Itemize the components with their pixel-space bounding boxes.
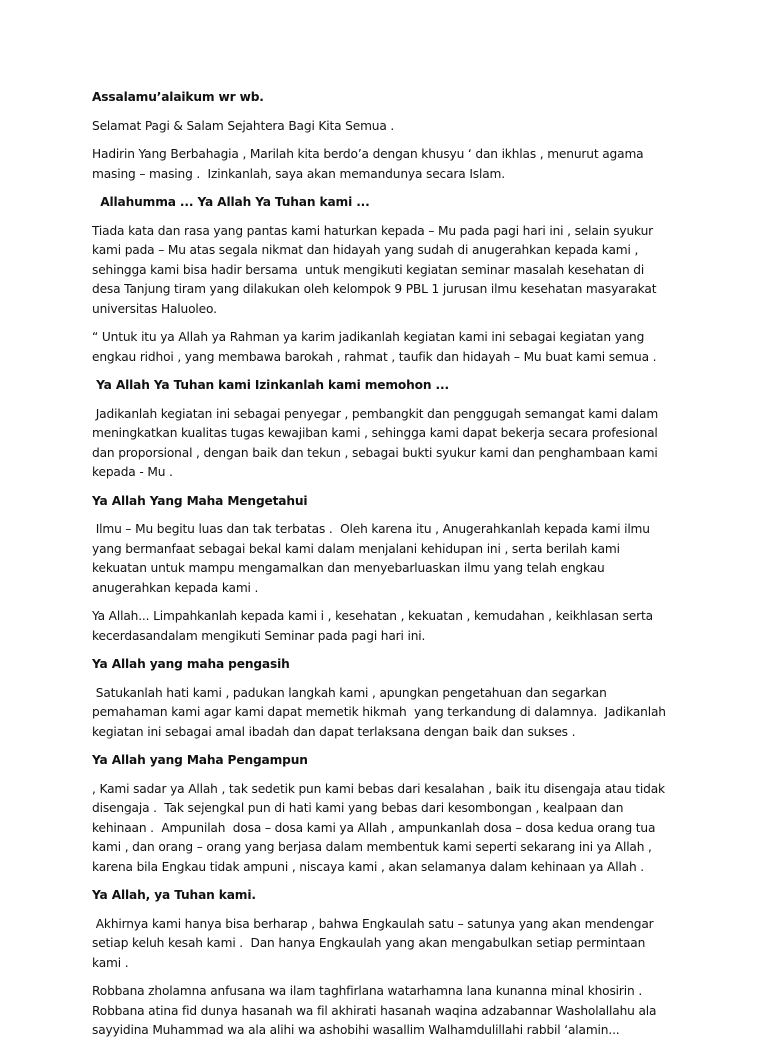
- paragraph-invitation: Hadirin Yang Berbahagia , Marilah kita berdo’a dengan khusyu ‘ dan ikhlas , menurut agama masing – masing . Izinkanlah, saya akan memandunya secara Islam.: [92, 147, 648, 181]
- paragraph-forgiveness: , Kami sadar ya Allah , tak sedetik pun kami bebas dari kesalahan , baik itu disengaja atau tidak disengaja . Tak sejengkal pun di hati kami yang bebas dari kesombongan , kealpaan dan kehinaan . Ampunilah dosa – dosa kami ya Allah , ampunkanlah dosa – dosa kedua orang tua kami , dan orang – orang yang berjasa dalam membentuk kami seperti sekarang ini ya Allah , karena bila Engkau tidak ampuni , niscaya kami , akan selamanya dalam kehinaan ya Allah .: [92, 781, 669, 874]
- paragraph-gratitude: Tiada kata dan rasa yang pantas kami haturkan kepada – Mu pada pagi hari ini , selain syukur kami pada – Mu atas segala nikmat dan hidayah yang sudah di anugerahkan kepada kami , sehingga kami bisa hadir bersama untuk mengikuti kegiatan seminar masalah kesehatan di desa Tanjung tiram yang dilakukan oleh kelompok 9 PBL 1 jurusan ilmu kesehatan masyarakat universitas Haluoleo.: [92, 223, 661, 316]
- heading-ya-tuhan-kami: Ya Allah, ya Tuhan kami.: [92, 888, 256, 902]
- paragraph-blessing: “ Untuk itu ya Allah ya Rahman ya karim jadikanlah kegiatan kami ini sebagai kegiatan yang engkau ridhoi , yang membawa barokah , rahmat , taufik dan hidayah – Mu buat kami semua .: [92, 330, 657, 364]
- paragraph-hope: Akhirnya kami hanya bisa berharap , bahwa Engkaulah satu – satunya yang akan mendengar setiap keluh kesah kami . Dan hanya Engkaulah yang akan mengabulkan setiap permintaan kami .: [92, 916, 658, 970]
- paragraph-motivation: Jadikanlah kegiatan ini sebagai penyegar , pembangkit dan penggugah semangat kami dalam meningkatkan kualitas tugas kewajiban kami , sehingga kami dapat bekerja secara profesional dan proporsional , dengan baik dan tekun , sebagai bukti syukur kami dan penghambaan kami kepada - Mu .: [92, 406, 666, 479]
- heading-maha-mengetahui: Ya Allah Yang Maha Mengetahui: [92, 493, 308, 508]
- heading-maha-pengampun: Ya Allah yang Maha Pengampun: [92, 753, 308, 767]
- paragraph-unity: Satukanlah hati kami , padukan langkah kami , apungkan pengetahuan dan segarkan pemahaman kami agar kami dapat memetik hikmah yang terkandung di dalamnya. Jadikanlah kegiatan ini sebagai amal ibadah dan dapat terlaksana dengan baik dan sukses .: [92, 685, 670, 739]
- heading-maha-pengasih: Ya Allah yang maha pengasih: [92, 657, 290, 671]
- document-body: [92, 88, 676, 1050]
- paragraph-health: Ya Allah... Limpahkanlah kepada kami i , kesehatan , kekuatan , kemudahan , keikhlasan serta kecerdasandalam mengikuti Seminar pada pagi hari ini.: [92, 609, 657, 643]
- greeting-opening: Assalamu’alaikum wr wb.: [92, 90, 264, 104]
- heading-allahumma: Allahumma ... Ya Allah Ya Tuhan kami ...: [92, 195, 370, 209]
- heading-memohon: Ya Allah Ya Tuhan kami Izinkanlah kami memohon ...: [92, 378, 449, 392]
- paragraph-knowledge: Ilmu – Mu begitu luas dan tak terbatas . Oleh karena itu , Anugerahkanlah kepada kami ilmu yang bermanfaat sebagai bekal kami dalam menjalani kehidupan ini , serta berilah kami kekuatan untuk mampu mengamalkan dan menyebarluaskan ilmu yang telah engkau anugerahkan kepada kami .: [92, 522, 654, 595]
- greeting-salutation: Selamat Pagi & Salam Sejahtera Bagi Kita Semua .: [92, 118, 395, 133]
- paragraph-closing-prayer: Robbana zholamna anfusana wa ilam taghfirlana watarhamna lana kunanna minal khosirin . Robbana atina fid dunya hasanah wa fil akhirati hasanah waqina adzabannar Washolallahu ala sayyidina Muhammad wa ala alihi wa ashobihi wasallim Walhamdulillahi rabbil ‘alamin...: [92, 984, 661, 1037]
